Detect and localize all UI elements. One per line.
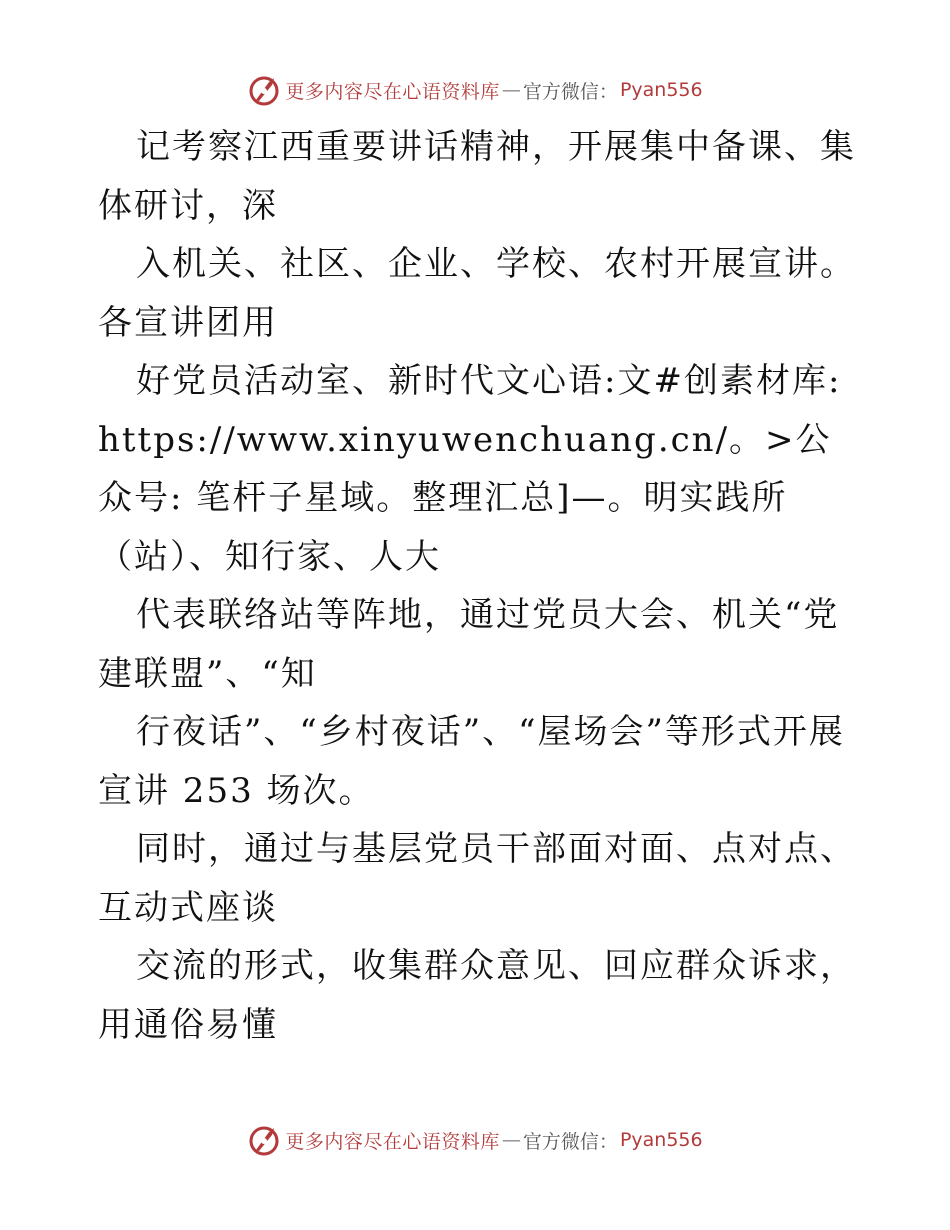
watermark-handle: Pyan556 [619,1129,703,1151]
page-footer-watermark [0,1120,950,1160]
page-header-watermark [0,70,950,110]
paragraph: 同时，通过与基层党员干部面对面、点对点、互动式座谈 [98,829,856,928]
watermark-label: 官方微信： [522,1130,618,1153]
document-body [98,118,858,1054]
paragraph: 入机关、社区、企业、学校、农村开展宣讲。各宣讲团用 [98,244,856,343]
watermark-separator: — [501,1129,521,1151]
quill-pen-logo-icon [247,73,281,107]
paragraph: 记考察江西重要讲话精神，开展集中备课、集体研讨，深 [98,127,856,226]
paragraph: 代表联络站等阵地，通过党员大会、机关“党建联盟”、“知 [98,595,840,694]
watermark-separator: — [501,79,521,101]
watermark-label: 官方微信： [522,80,618,103]
paragraph: 好党员活动室、新时代文心语:文#创素材库:https://www.xinyuwenchuang.cn/。>公众号: 笔杆子星域。整理汇总]—。明实践所（站）、知行家、人大 [98,361,842,577]
paragraph: 行夜话”、“乡村夜话”、“屋场会”等形式开展宣讲 253 场次。 [98,712,845,811]
quill-pen-logo-icon [247,1123,281,1157]
watermark-brand: 更多内容尽在心语资料库 [285,1130,500,1153]
paragraph: 交流的形式，收集群众意见、回应群众诉求，用通俗易懂 [98,946,856,1045]
watermark-handle: Pyan556 [619,79,703,101]
watermark-brand: 更多内容尽在心语资料库 [285,80,500,103]
